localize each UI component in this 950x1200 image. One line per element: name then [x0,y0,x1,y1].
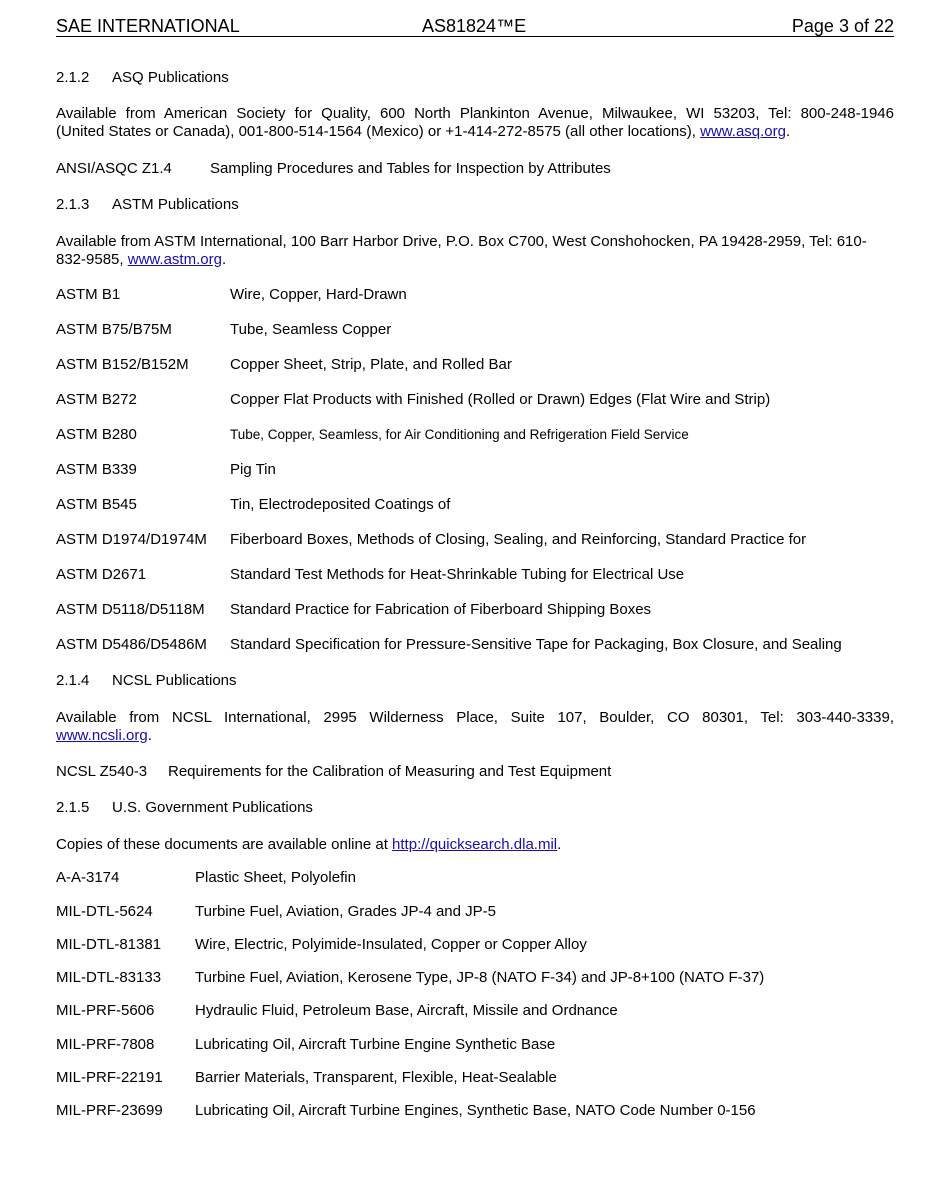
reference-code: ASTM D1974/D1974M [56,531,207,548]
reference-row [56,286,894,304]
reference-row [56,763,894,781]
reference-title: Requirements for the Calibration of Measuring and Test Equipment [168,763,612,780]
astm-availability-paragraph [56,233,894,269]
reference-row [56,1002,894,1020]
paragraph-line: 832-9585, www.astm.org. [56,251,227,268]
reference-title: Standard Specification for Pressure-Sensitive Tape for Packaging, Box Closure, and Sealing [230,636,842,653]
reference-code: ASTM B280 [56,426,137,443]
reference-code: MIL-DTL-81381 [56,936,162,953]
section-title: U.S. Government Publications [112,799,313,816]
reference-title: Barrier Materials, Transparent, Flexible, Heat-Sealable [195,1069,557,1086]
reference-code: ASTM D2671 [56,566,147,583]
reference-code: ASTM D5486/D5486M [56,636,207,653]
reference-title: Lubricating Oil, Aircraft Turbine Engines, Synthetic Base, NATO Code Number 0-156 [195,1102,756,1119]
reference-title: Tin, Electrodeposited Coatings of [230,496,451,513]
paragraph-line: Available from ASTM International, 100 Barr Harbor Drive, P.O. Box C700, West Conshohocken, PA 19428-2959, Tel: 610- [56,233,867,250]
reference-code: MIL-PRF-7808 [56,1036,155,1053]
section-number: 2.1.2 [56,69,90,86]
paragraph-text: 832-9585, [56,251,128,268]
reference-code: ASTM B545 [56,496,137,513]
reference-code: MIL-PRF-23699 [56,1102,163,1119]
reference-title: Turbine Fuel, Aviation, Kerosene Type, JP-8 (NATO F-34) and JP-8+100 (NATO F-37) [195,969,765,986]
reference-code: ANSI/ASQC Z1.4 [56,160,172,177]
section-title: ASTM Publications [112,196,239,213]
reference-title: Plastic Sheet, Polyolefin [195,869,356,886]
reference-row [56,869,894,887]
reference-row [56,160,894,178]
page-header [56,14,894,37]
paragraph-text: Copies of these documents are available online at [56,836,393,853]
section-title: NCSL Publications [112,672,237,689]
reference-title: Copper Flat Products with Finished (Rolled or Drawn) Edges (Flat Wire and Strip) [230,391,771,408]
paragraph-line: (United States or Canada), 001-800-514-1564 (Mexico) or +1-414-272-8575 (all other locations), www.asq.org. [56,123,791,140]
reference-code: A-A-3174 [56,869,120,886]
reference-title: Standard Practice for Fabrication of Fiberboard Shipping Boxes [230,601,652,618]
reference-title: Wire, Copper, Hard-Drawn [230,286,407,303]
reference-row [56,1102,894,1120]
reference-row [56,969,894,987]
reference-title: Pig Tin [230,461,276,478]
paragraph-line: Available from NCSL International, 2995 Wilderness Place, Suite 107, Boulder, CO 80301, Tel: 303-440-3339, [56,709,894,726]
reference-row [56,566,894,584]
reference-code: ASTM B152/B152M [56,356,189,373]
reference-row [56,321,894,339]
reference-title: Wire, Electric, Polyimide-Insulated, Copper or Copper Alloy [195,936,587,953]
reference-code: NCSL Z540-3 [56,763,148,780]
reference-row [56,461,894,479]
reference-code: ASTM D5118/D5118M [56,601,205,618]
astm-website-link[interactable]: www.astm.org [127,251,222,268]
paragraph-line: www.ncsli.org. [56,727,152,744]
section-number: 2.1.4 [56,672,90,689]
reference-title: Tube, Copper, Seamless, for Air Conditioning and Refrigeration Field Service [230,427,689,442]
reference-row [56,636,894,654]
reference-title: Tube, Seamless Copper [230,321,392,338]
reference-code: ASTM B272 [56,391,137,408]
reference-code: ASTM B75/B75M [56,321,172,338]
reference-row [56,356,894,374]
reference-row [56,936,894,954]
ncsl-availability-paragraph [56,709,894,745]
reference-row [56,391,894,409]
asq-availability-paragraph [56,105,894,141]
paragraph-text: (United States or Canada), 001-800-514-1564 (Mexico) or +1-414-272-8575 (all other locations), [56,123,701,140]
paragraph-line: Copies of these documents are available online at http://quicksearch.dla.mil. [56,836,562,853]
reference-row [56,496,894,514]
reference-row [56,1036,894,1054]
header-organization: SAE INTERNATIONAL [56,16,240,36]
reference-code: MIL-PRF-22191 [56,1069,163,1086]
reference-title: Fiberboard Boxes, Methods of Closing, Sealing, and Reinforcing, Standard Practice for [230,531,807,548]
quicksearch-link[interactable]: http://quicksearch.dla.mil [392,836,558,853]
asq-website-link[interactable]: www.asq.org [700,123,786,140]
reference-code: ASTM B339 [56,461,137,478]
reference-title: Standard Test Methods for Heat-Shrinkable Tubing for Electrical Use [230,566,685,583]
reference-title: Sampling Procedures and Tables for Inspection by Attributes [210,160,611,177]
ncsl-website-link[interactable]: www.ncsli.org [56,727,148,744]
reference-row [56,1069,894,1087]
section-title: ASQ Publications [112,69,229,86]
reference-row [56,601,894,619]
reference-row [56,903,894,921]
reference-title: Lubricating Oil, Aircraft Turbine Engine Synthetic Base [195,1036,556,1053]
reference-row [56,426,894,444]
section-number: 2.1.5 [56,799,90,816]
reference-title: Hydraulic Fluid, Petroleum Base, Aircraft, Missile and Ordnance [195,1002,618,1019]
header-page-number: Page 3 of 22 [791,16,894,36]
document-page [56,0,894,1200]
reference-row [56,531,894,549]
reference-code: ASTM B1 [56,286,121,303]
reference-title: Copper Sheet, Strip, Plate, and Rolled Bar [230,356,512,373]
section-number: 2.1.3 [56,196,90,213]
usgov-availability-paragraph [56,836,894,854]
reference-code: MIL-PRF-5606 [56,1002,155,1019]
header-document-number: AS81824™E [422,16,527,36]
reference-code: MIL-DTL-83133 [56,969,162,986]
reference-title: Turbine Fuel, Aviation, Grades JP-4 and JP-5 [195,903,496,920]
paragraph-line: Available from American Society for Quality, 600 North Plankinton Avenue, Milwaukee, WI 53203, Tel: 800-248-1946 [56,105,894,122]
reference-code: MIL-DTL-5624 [56,903,153,920]
